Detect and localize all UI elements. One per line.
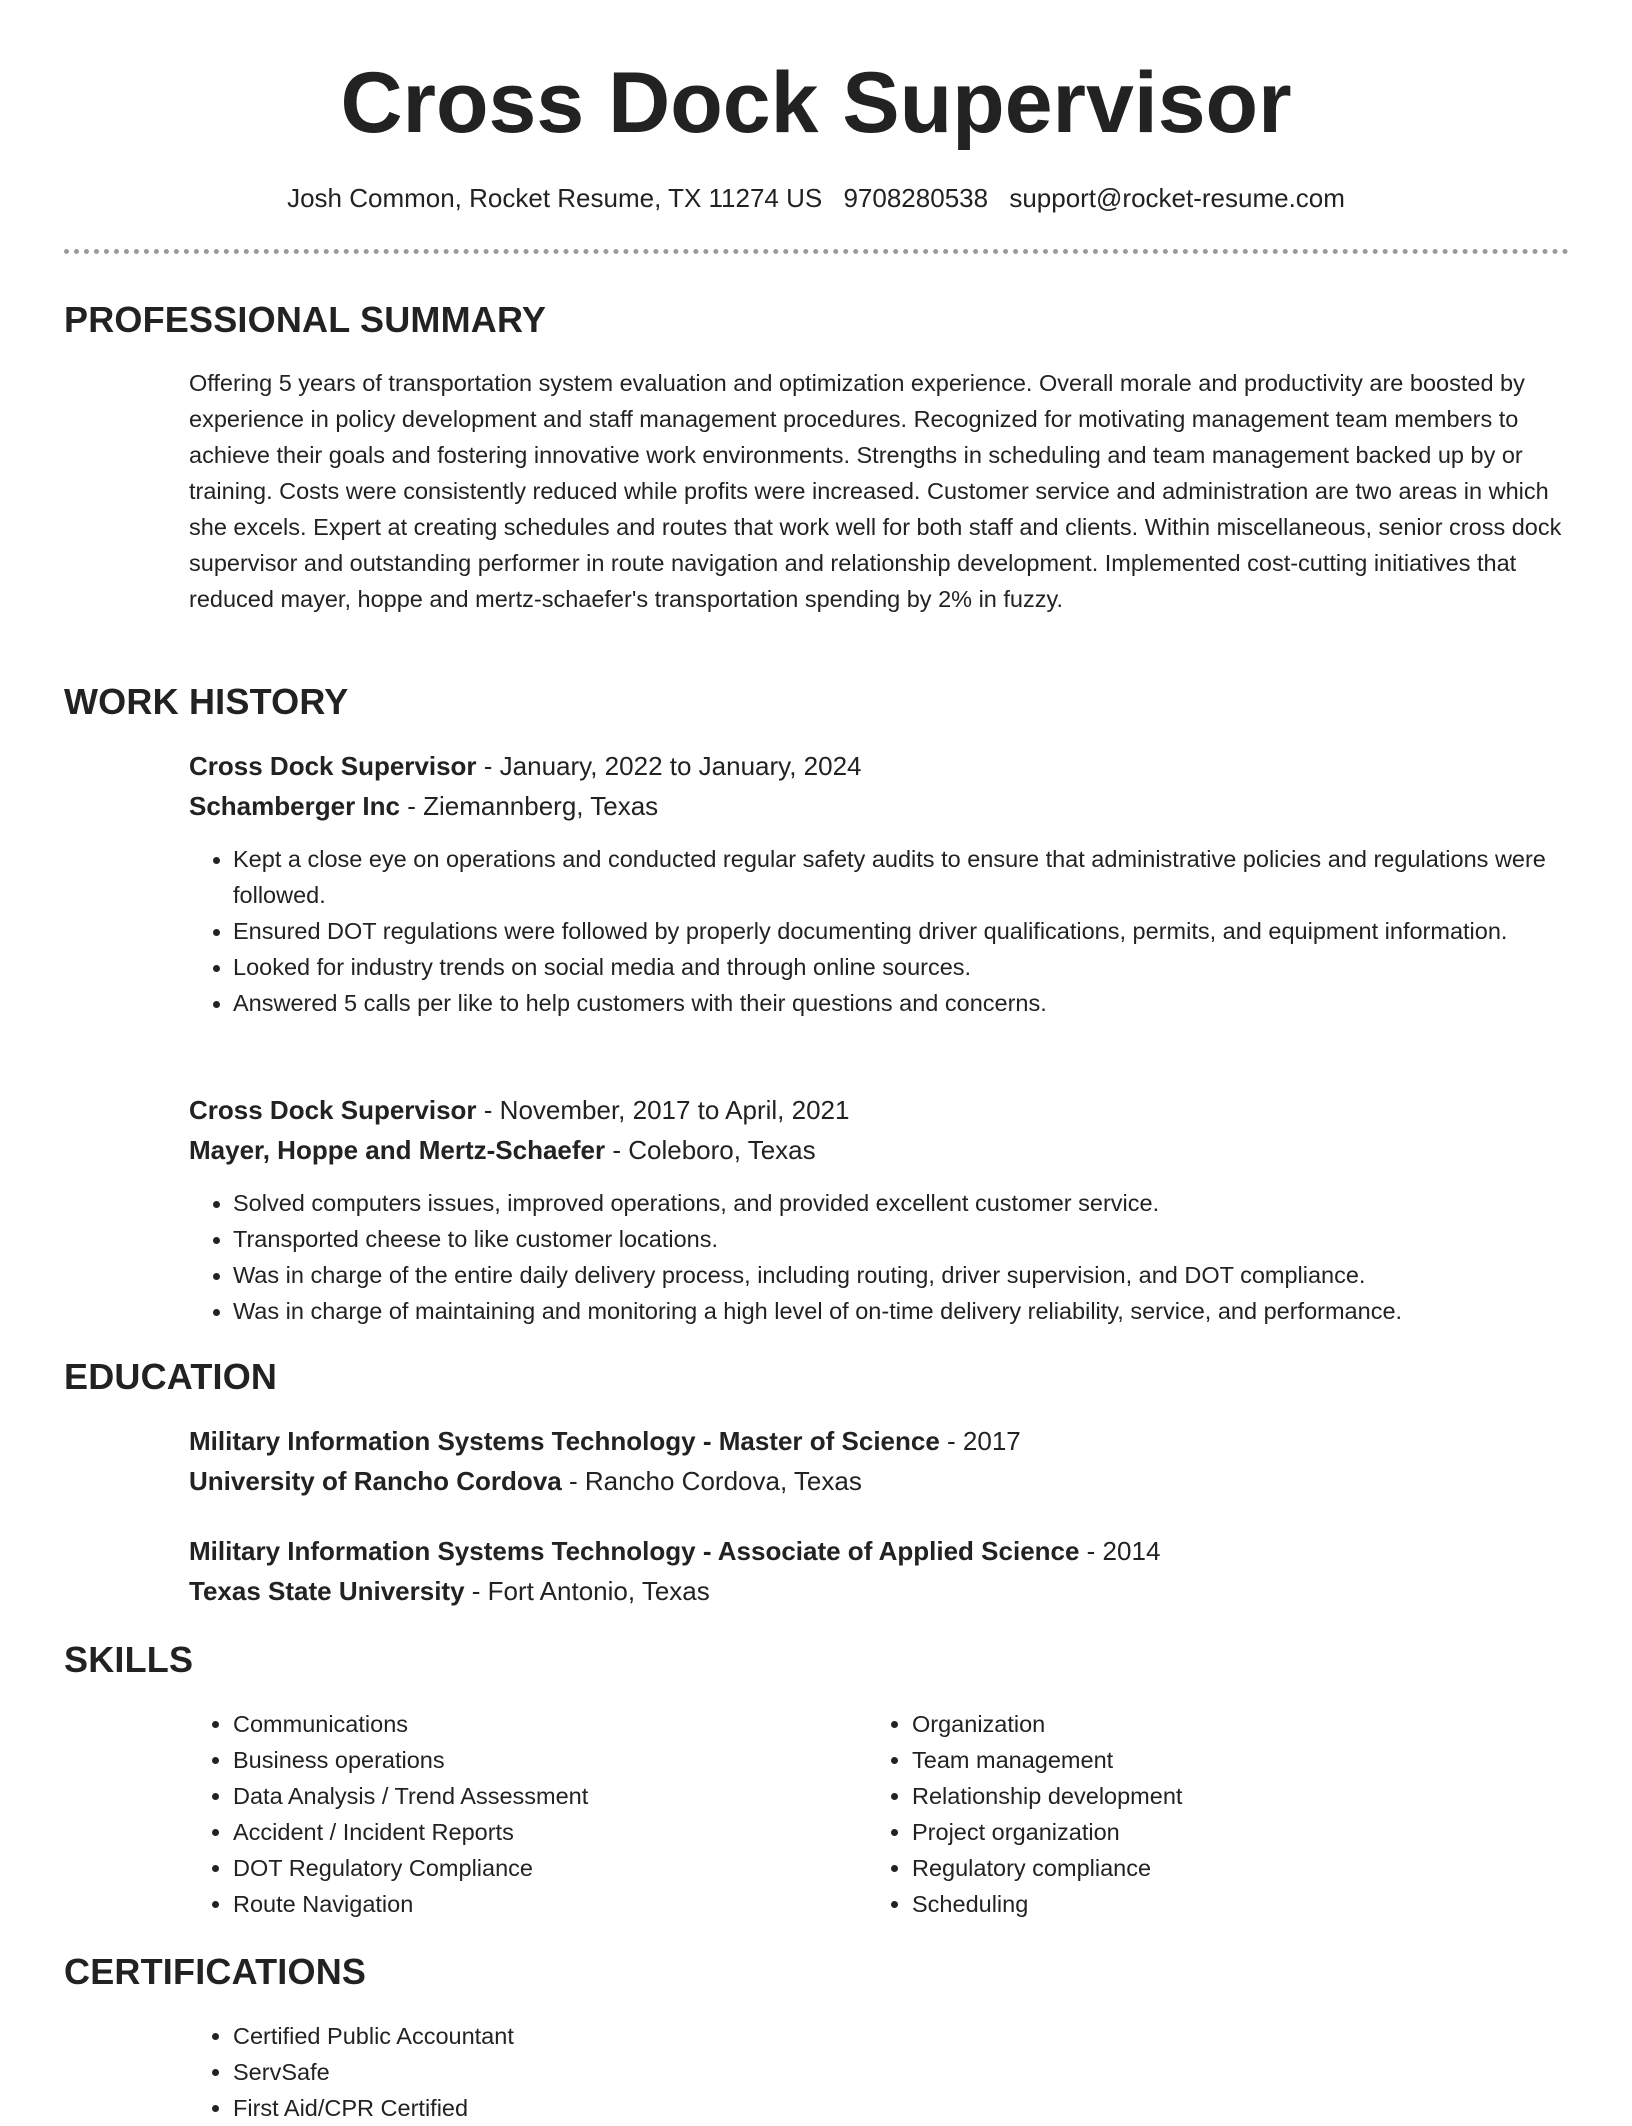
education-2-school-line bbox=[189, 1573, 710, 1609]
job-1-company: Schamberger Inc bbox=[189, 791, 400, 821]
list-item: • ServSafe bbox=[233, 2054, 833, 2090]
work-history-heading: WORK HISTORY bbox=[64, 681, 349, 722]
education-1-degree: Military Information Systems Technology - Master of Science bbox=[189, 1426, 940, 1456]
list-item: • Regulatory compliance bbox=[912, 1850, 1512, 1886]
education-1-year: - 2017 bbox=[939, 1426, 1021, 1456]
skills-list-left bbox=[189, 1706, 833, 1922]
list-item: • Looked for industry trends on social media and through online sources. bbox=[233, 949, 1623, 985]
job-1-title-line bbox=[189, 748, 862, 784]
list-item: • Scheduling bbox=[912, 1886, 1512, 1922]
list-item: • DOT Regulatory Compliance bbox=[233, 1850, 833, 1886]
education-1-school-line bbox=[189, 1463, 862, 1499]
education-2-degree-line bbox=[189, 1533, 1160, 1569]
list-item: • Communications bbox=[233, 1706, 833, 1742]
job-2-company-line bbox=[189, 1132, 816, 1168]
list-item: • Business operations bbox=[233, 1742, 833, 1778]
contact-line bbox=[0, 180, 1632, 216]
education-1-degree-line bbox=[189, 1423, 1021, 1459]
education-1-location: - Rancho Cordova, Texas bbox=[561, 1466, 862, 1496]
list-item: • Transported cheese to like customer locations. bbox=[233, 1221, 1623, 1257]
contact-address: Josh Common, Rocket Resume, TX 11274 US bbox=[287, 183, 823, 213]
list-item: • Accident / Incident Reports bbox=[233, 1814, 833, 1850]
summary-text: Offering 5 years of transportation system evaluation and optimization experience. Overall morale and productivity are boosted by experience in policy development and staff management procedures. Recognized for motivating management team members to achieve their goals and fostering innovative work environments. Strengths in scheduling and team management backed up by or training. Costs were consistently reduced while profits were increased. Customer service and administration are two areas in which she excels. Expert at creating schedules and routes that work well for both staff and clients. Within miscellaneous, senior cross dock supervisor and outstanding performer in route navigation and relationship development. Implemented cost-cutting initiatives that reduced mayer, hoppe and mertz-schaefer's transportation spending by 2% in fuzzy. bbox=[189, 370, 1562, 612]
contact-email: support@rocket-resume.com bbox=[1009, 183, 1345, 213]
list-item: • First Aid/CPR Certified bbox=[233, 2090, 833, 2126]
job-1-title: Cross Dock Supervisor bbox=[189, 751, 477, 781]
job-2-title-line bbox=[189, 1092, 849, 1128]
skills-heading: SKILLS bbox=[64, 1639, 194, 1680]
contact-phone: 9708280538 bbox=[843, 183, 989, 213]
education-1-school: University of Rancho Cordova bbox=[189, 1466, 562, 1496]
list-item: • Was in charge of the entire daily delivery process, including routing, driver supervision, and DOT compliance. bbox=[233, 1257, 1623, 1293]
job-1-location: - Ziemannberg, Texas bbox=[399, 791, 659, 821]
list-item: • Relationship development bbox=[912, 1778, 1512, 1814]
skills-list-right bbox=[868, 1706, 1512, 1922]
header-divider bbox=[64, 249, 1569, 254]
list-item: • Solved computers issues, improved operations, and provided excellent customer service. bbox=[233, 1185, 1623, 1221]
list-item: • Certified Public Accountant bbox=[233, 2018, 833, 2054]
job-2-bullets bbox=[189, 1185, 1623, 1329]
education-2-school: Texas State University bbox=[189, 1576, 465, 1606]
list-item: • Ensured DOT regulations were followed by properly documenting driver qualifications, permits, and equipment information. bbox=[233, 913, 1623, 949]
list-item: • Answered 5 calls per like to help customers with their questions and concerns. bbox=[233, 985, 1623, 1021]
education-heading: EDUCATION bbox=[64, 1356, 278, 1397]
education-2-degree: Military Information Systems Technology - Associate of Applied Science bbox=[189, 1536, 1080, 1566]
job-2-title: Cross Dock Supervisor bbox=[189, 1095, 477, 1125]
list-item: • Route Navigation bbox=[233, 1886, 833, 1922]
list-item: • Kept a close eye on operations and conducted regular safety audits to ensure that administrative policies and regulations were followed. bbox=[233, 841, 1623, 913]
summary-heading: PROFESSIONAL SUMMARY bbox=[64, 299, 547, 340]
resume-title: Cross Dock Supervisor bbox=[340, 55, 1292, 151]
certifications-heading: CERTIFICATIONS bbox=[64, 1951, 367, 1992]
list-item: • Project organization bbox=[912, 1814, 1512, 1850]
list-item: • Team management bbox=[912, 1742, 1512, 1778]
job-1-company-line bbox=[189, 788, 658, 824]
job-2-company: Mayer, Hoppe and Mertz-Schaefer bbox=[189, 1135, 606, 1165]
list-item: • Organization bbox=[912, 1706, 1512, 1742]
list-item: • Was in charge of maintaining and monitoring a high level of on-time delivery reliability, service, and performance. bbox=[233, 1293, 1623, 1329]
job-2-location: - Coleboro, Texas bbox=[605, 1135, 816, 1165]
education-2-location: - Fort Antonio, Texas bbox=[464, 1576, 710, 1606]
job-1-dates: - January, 2022 to January, 2024 bbox=[476, 751, 862, 781]
list-item: • Data Analysis / Trend Assessment bbox=[233, 1778, 833, 1814]
job-2-dates: - November, 2017 to April, 2021 bbox=[476, 1095, 850, 1125]
certifications-list bbox=[189, 2018, 833, 2126]
education-2-year: - 2014 bbox=[1079, 1536, 1161, 1566]
job-1-bullets bbox=[189, 841, 1623, 1021]
